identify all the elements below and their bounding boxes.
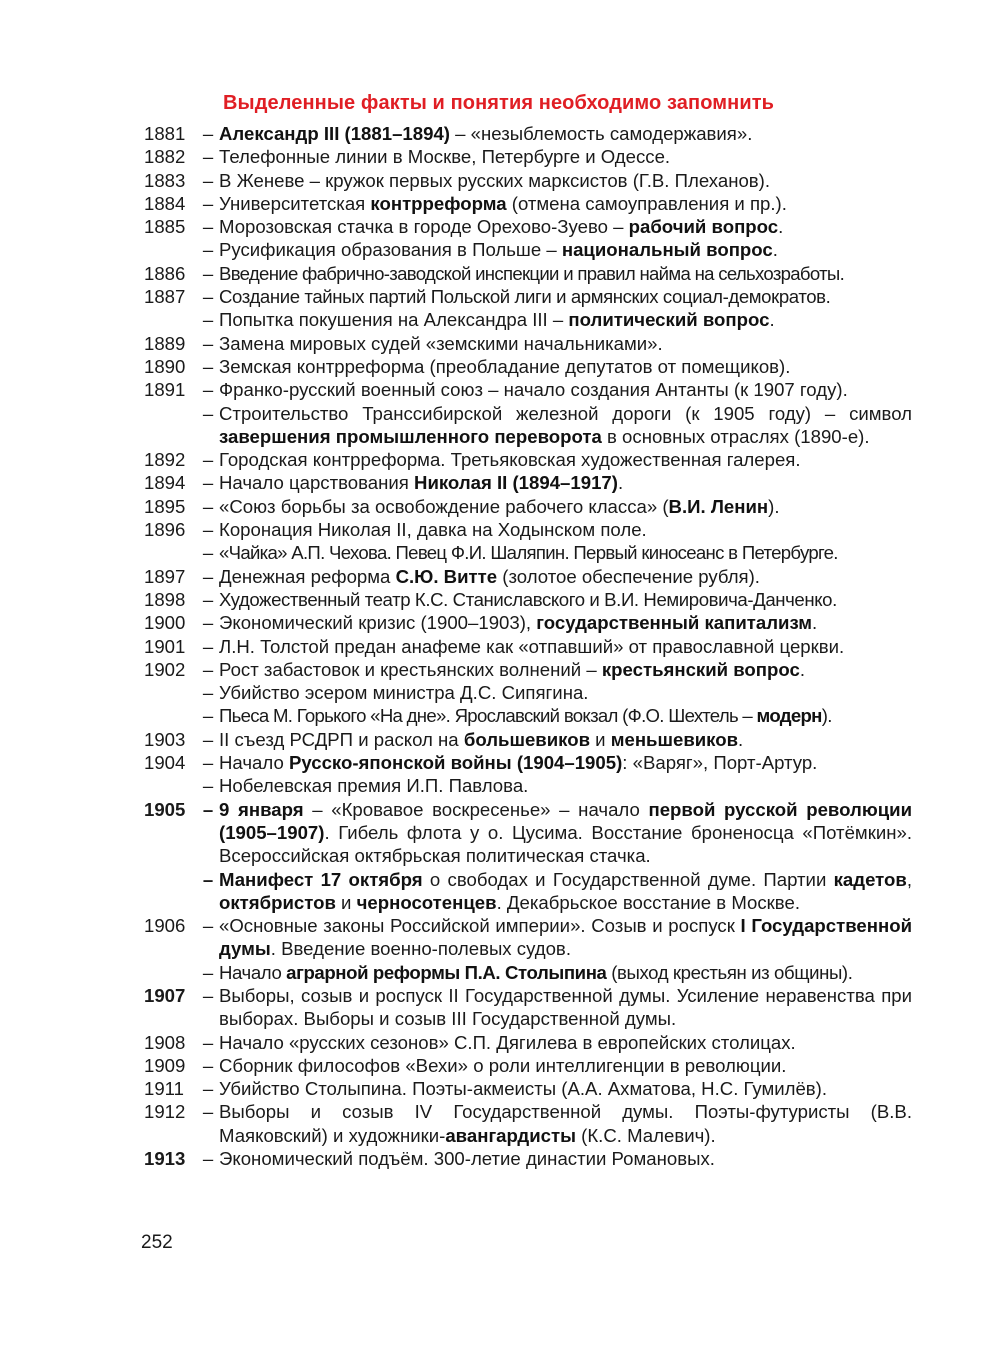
entry-text-segment: ).: [821, 705, 832, 727]
entry-dash: –: [202, 402, 214, 424]
entry-year: 1892: [144, 449, 186, 471]
key-term: большевиков: [463, 728, 590, 750]
entry-text-segment: Убийство Столыпина. Поэты-акмеисты (А.А. Ахматова, Н.С. Гумилёв).: [219, 1078, 828, 1100]
chronology-entry: [144, 798, 912, 868]
entry-dash: –: [202, 658, 214, 680]
key-term: кадетов: [833, 868, 907, 890]
chronology-entry: [144, 1100, 912, 1147]
entry-text-segment: о свободах и Государственной думе. Партии: [422, 868, 834, 890]
entry-year: 1881: [144, 123, 186, 144]
chronology-entry: [144, 518, 912, 541]
entry-text: [219, 332, 912, 355]
chronology-entry: [144, 169, 912, 192]
entry-text: [219, 145, 912, 168]
entry-dash: –: [202, 192, 214, 214]
key-term: контрреформа: [370, 192, 507, 214]
entry-text-segment: Л.Н. Толстой предан анафеме как «отпавший» от православной церкви.: [219, 635, 845, 657]
entry-dash: –: [202, 309, 214, 331]
entry-text-segment: Начало царствования: [219, 472, 415, 494]
entry-text: [219, 378, 912, 401]
key-term: модерн: [756, 705, 822, 727]
entry-text-segment: Введение фабрично-заводской инспекции и правил найма на сельхозработы.: [219, 262, 845, 284]
entry-text-segment: Сборник философов «Вехи» о роли интеллигенции в революции.: [219, 1054, 787, 1076]
entry-text: [219, 611, 912, 634]
entry-text-segment: II съезд РСДРП и раскол на: [219, 728, 464, 750]
entry-text-segment: Создание тайных партий Польской лиги и армянских социал-демократов.: [219, 286, 831, 308]
chronology-entry: [144, 961, 912, 984]
entry-year: 1884: [144, 192, 186, 214]
entry-year: 1887: [144, 286, 186, 308]
entry-text: [219, 1054, 912, 1077]
entry-text: [219, 541, 912, 564]
entry-dash: –: [202, 332, 214, 354]
entry-dash: –: [202, 961, 214, 983]
entry-year: 1894: [144, 472, 186, 494]
page-number: 252: [141, 1232, 173, 1253]
chronology-entry: [144, 471, 912, 494]
entry-year: 1912: [144, 1101, 186, 1123]
entry-dash: –: [202, 355, 214, 377]
chronology-entry: [144, 611, 912, 634]
chronology-list: [144, 122, 912, 1170]
entry-text-segment: – «Кровавое воскресенье» – начало: [303, 798, 649, 820]
chronology-entry: [144, 378, 912, 401]
entry-dash: –: [202, 379, 214, 401]
entry-text: [219, 471, 912, 494]
entry-year: 1897: [144, 565, 186, 587]
page-title: Выделенные факты и понятия необходимо запомнить: [222, 92, 775, 114]
key-term: национальный вопрос: [561, 239, 773, 261]
entry-year: 1913: [144, 1148, 186, 1170]
entry-text-segment: Пьеса М. Горького «На дне». Ярославский вокзал (Ф.О. Шехтель –: [219, 705, 757, 727]
entry-text: [219, 961, 912, 984]
entry-text-segment: Денежная реформа: [219, 565, 396, 587]
entry-text: [219, 1077, 912, 1100]
chronology-entry: [144, 914, 912, 961]
entry-text-segment: Замена мировых судей «земскими начальниками».: [219, 332, 663, 354]
entry-dash: –: [202, 984, 214, 1006]
entry-text-segment: Франко-русский военный союз – начало создания Антанты (к 1907 году).: [219, 379, 848, 401]
key-term: В.И. Ленин: [668, 495, 769, 517]
entry-dash: –: [202, 449, 214, 471]
entry-text-segment: Строительство Транссибирской железной дороги (к 1905 году) – символ: [219, 402, 912, 424]
entry-text-segment: Начало «русских сезонов» С.П. Дягилева в европейских столицах.: [219, 1031, 796, 1053]
chronology-entry: [144, 541, 912, 564]
entry-text-segment: «Основные законы Российской империи». Созыв и роспуск: [219, 915, 741, 937]
entry-text-segment: Выборы, созыв и роспуск II Государственной думы. Усиление неравенства при выборах. Выборы и созыв III Государственной думы.: [219, 984, 912, 1030]
entry-year: 1890: [144, 355, 186, 377]
chronology-entry: [144, 1077, 912, 1100]
entry-year: 1889: [144, 332, 186, 354]
entry-text-segment: Художественный театр К.С. Станиславского и В.И. Немировича-Данченко.: [219, 588, 837, 610]
entry-text-segment: Попытка покушения на Александра III –: [219, 309, 569, 331]
entry-year: 1904: [144, 752, 186, 774]
entry-dash: –: [202, 519, 214, 541]
chronology-entry: [144, 588, 912, 611]
entry-year: 1909: [144, 1054, 186, 1076]
chronology-entry: [144, 635, 912, 658]
entry-text-segment: Выборы и созыв IV Государственной думы. Поэты-футуристы (В.В. Маяковский) и художники-: [219, 1101, 912, 1146]
entry-year: 1903: [144, 728, 186, 750]
chronology-entry: [144, 402, 912, 449]
key-term: октябристов: [219, 891, 336, 913]
entry-text-segment: «Чайка» А.П. Чехова. Певец Ф.И. Шаляпин. Первый киносеанс в Петербурге.: [219, 542, 838, 564]
chronology-entry: [144, 868, 912, 915]
chronology-entry: [144, 308, 912, 331]
entry-text-segment: .: [617, 472, 624, 494]
entry-text-segment: Телефонные линии в Москве, Петербурге и Одессе.: [219, 146, 671, 168]
entry-dash: –: [202, 216, 214, 238]
entry-text: [219, 728, 912, 751]
entry-text-segment: .: [799, 658, 806, 680]
entry-text: [219, 704, 912, 727]
entry-text-segment: .: [769, 309, 775, 331]
key-term: Русско-японской войны (1904–1905): [288, 752, 623, 774]
entry-text: [219, 402, 912, 449]
entry-text: [219, 774, 912, 797]
key-term: авангардисты: [445, 1124, 576, 1146]
entry-text-segment: ).: [768, 495, 780, 517]
key-term: завершения промышленного переворота: [219, 425, 602, 447]
entry-text-segment: и: [590, 728, 611, 750]
entry-text: [219, 262, 912, 285]
entry-text: [219, 635, 912, 658]
entry-text-segment: Рост забастовок и крестьянских волнений –: [219, 658, 602, 680]
key-term: Александр III (1881–1894): [219, 123, 450, 144]
key-term: аграрной реформы П.А. Столыпина: [286, 961, 607, 983]
entry-year: 1908: [144, 1031, 186, 1053]
entry-text: [219, 914, 912, 961]
entry-text-segment: – «незыблемость самодержавия».: [449, 123, 753, 144]
entry-year: 1900: [144, 612, 186, 634]
entry-dash: –: [202, 262, 214, 284]
chronology-entry: [144, 704, 912, 727]
chronology-entry: [144, 565, 912, 588]
entry-text: [219, 238, 912, 261]
entry-year: 1911: [144, 1078, 184, 1100]
key-term: 9 января: [219, 798, 304, 820]
entry-dash: –: [202, 565, 214, 587]
entry-year: 1905: [144, 798, 186, 820]
chronology-entry: [144, 285, 912, 308]
chronology-entry: [144, 1147, 912, 1170]
entry-text-segment: в основных отраслях (1890-е).: [601, 425, 870, 447]
entry-dash: –: [202, 728, 214, 750]
key-term: первой русской революции (1905–1907): [219, 798, 912, 843]
entry-text-segment: Русификация образования в Польше –: [219, 239, 562, 261]
entry-text-segment: ,: [906, 868, 912, 890]
entry-text-segment: Морозовская стачка в городе Орехово-Зуево –: [219, 216, 629, 238]
entry-text-segment: .: [772, 239, 778, 261]
entry-text-segment: Нобелевская премия И.П. Павлова.: [219, 775, 529, 797]
entry-text: [219, 518, 912, 541]
chronology-entry: [144, 238, 912, 261]
entry-text: [219, 1147, 912, 1170]
entry-text: [219, 308, 912, 331]
entry-text-segment: Экономический подъём. 300-летие династии Романовых.: [219, 1148, 715, 1170]
entry-text-segment: .: [738, 728, 744, 750]
chronology-entry: [144, 355, 912, 378]
entry-year: 1898: [144, 588, 186, 610]
entry-year: 1902: [144, 658, 186, 680]
entry-text-segment: Коронация Николая II, давка на Ходынском поле.: [219, 519, 647, 541]
entry-dash: –: [202, 682, 214, 704]
entry-dash: –: [202, 775, 214, 797]
entry-text: [219, 565, 912, 588]
entry-text: [219, 169, 912, 192]
entry-text-segment: и: [335, 891, 357, 913]
entry-dash: –: [202, 1148, 214, 1170]
entry-text: [219, 215, 912, 238]
entry-dash: –: [202, 495, 214, 517]
entry-text: [219, 984, 912, 1031]
entry-text-segment: Убийство эсером министра Д.С. Сипягина.: [219, 682, 589, 704]
chronology-entry: [144, 192, 912, 215]
entry-dash: –: [202, 1031, 214, 1053]
chronology-entry: [144, 215, 912, 238]
entry-text-segment: . Декабрьское восстание в Москве.: [496, 891, 800, 913]
entry-text: [219, 588, 912, 611]
key-term: С.Ю. Витте: [395, 565, 498, 587]
entry-text-segment: . Введение военно-полевых судов.: [270, 938, 571, 960]
entry-text-segment: Городская контрреформа. Третьяковская художественная галерея.: [219, 449, 801, 471]
entry-year: 1901: [144, 635, 186, 657]
key-term: I Государственной думы: [219, 915, 912, 960]
entry-text-segment: : «Варяг», Порт-Артур.: [622, 752, 818, 774]
entry-dash: –: [202, 169, 214, 191]
key-term: рабочий вопрос: [628, 216, 779, 238]
chronology-entry: [144, 774, 912, 797]
entry-dash: –: [202, 472, 214, 494]
entry-text: [219, 681, 912, 704]
entry-dash: –: [202, 752, 214, 774]
chronology-entry: [144, 122, 912, 145]
entry-text-segment: (выход крестьян из общины).: [606, 961, 853, 983]
key-term: черносотенцев: [356, 891, 497, 913]
chronology-entry: [144, 1031, 912, 1054]
entry-text-segment: (отмена самоуправления и пр.).: [506, 192, 787, 214]
entry-dash: –: [202, 588, 214, 610]
chronology-entry: [144, 751, 912, 774]
entry-dash: –: [202, 1054, 214, 1076]
entry-text-segment: (К.С. Малевич).: [575, 1124, 716, 1146]
entry-text-segment: В Женеве – кружок первых русских марксистов (Г.В. Плеханов).: [219, 169, 771, 191]
entry-year: 1896: [144, 519, 186, 541]
entry-text: [219, 868, 912, 915]
entry-dash: –: [202, 705, 214, 727]
entry-dash: –: [202, 1078, 214, 1100]
entry-dash: –: [202, 915, 214, 937]
entry-dash: –: [202, 146, 214, 168]
entry-dash: –: [202, 635, 214, 657]
entry-text-segment: Университетская: [219, 192, 371, 214]
entry-year: 1883: [144, 169, 186, 191]
entry-text-segment: .: [778, 216, 784, 238]
entry-text: [219, 192, 912, 215]
entry-dash: –: [202, 612, 214, 634]
entry-text: [219, 1100, 912, 1147]
entry-dash: –: [202, 868, 214, 890]
entry-year: 1886: [144, 262, 186, 284]
entry-text: [219, 751, 912, 774]
entry-text: [219, 448, 912, 471]
chronology-entry: [144, 332, 912, 355]
key-term: государственный капитализм: [536, 612, 813, 634]
chronology-entry: [144, 681, 912, 704]
entry-year: 1885: [144, 216, 186, 238]
entry-text-segment: .: [812, 612, 818, 634]
entry-text-segment: (золотое обеспечение рубля).: [497, 565, 760, 587]
entry-text: [219, 658, 912, 681]
entry-year: 1882: [144, 146, 186, 168]
entry-text-segment: Экономический кризис (1900–1903),: [219, 612, 537, 634]
entry-dash: –: [202, 123, 214, 144]
entry-dash: –: [202, 1101, 214, 1123]
entry-text: [219, 285, 912, 308]
key-term: меньшевиков: [610, 728, 739, 750]
entry-year: 1895: [144, 495, 186, 517]
chronology-entry: [144, 495, 912, 518]
entry-text: [219, 798, 912, 868]
key-term: Манифест 17 октября: [219, 868, 423, 890]
entry-text-segment: . Гибель флота у о. Цусима. Восстание броненосца «Потёмкин». Всероссийская октябрьская политическая стачка.: [219, 821, 912, 867]
chronology-entry: [144, 448, 912, 471]
key-term: политический вопрос: [568, 309, 770, 331]
entry-text-segment: Земская контрреформа (преобладание депутатов от помещиков).: [219, 355, 791, 377]
entry-year: 1907: [144, 984, 186, 1006]
chronology-entry: [144, 262, 912, 285]
entry-text-segment: Начало: [219, 961, 287, 983]
entry-text: [219, 122, 912, 145]
entry-year: 1891: [144, 379, 186, 401]
key-term: Николая II (1894–1917): [414, 472, 618, 494]
chronology-entry: [144, 1054, 912, 1077]
chronology-entry: [144, 728, 912, 751]
key-term: крестьянский вопрос: [601, 658, 800, 680]
entry-dash: –: [202, 542, 214, 564]
chronology-entry: [144, 984, 912, 1031]
entry-text: [219, 355, 912, 378]
entry-year: 1906: [144, 915, 186, 937]
entry-text: [219, 495, 912, 518]
chronology-entry: [144, 658, 912, 681]
entry-dash: –: [202, 798, 214, 820]
entry-text-segment: «Союз борьбы за освобождение рабочего класса» (: [219, 495, 669, 517]
entry-text: [219, 1031, 912, 1054]
entry-dash: –: [202, 286, 214, 308]
chronology-entry: [144, 145, 912, 168]
entry-dash: –: [202, 239, 214, 261]
entry-text-segment: Начало: [219, 752, 289, 774]
